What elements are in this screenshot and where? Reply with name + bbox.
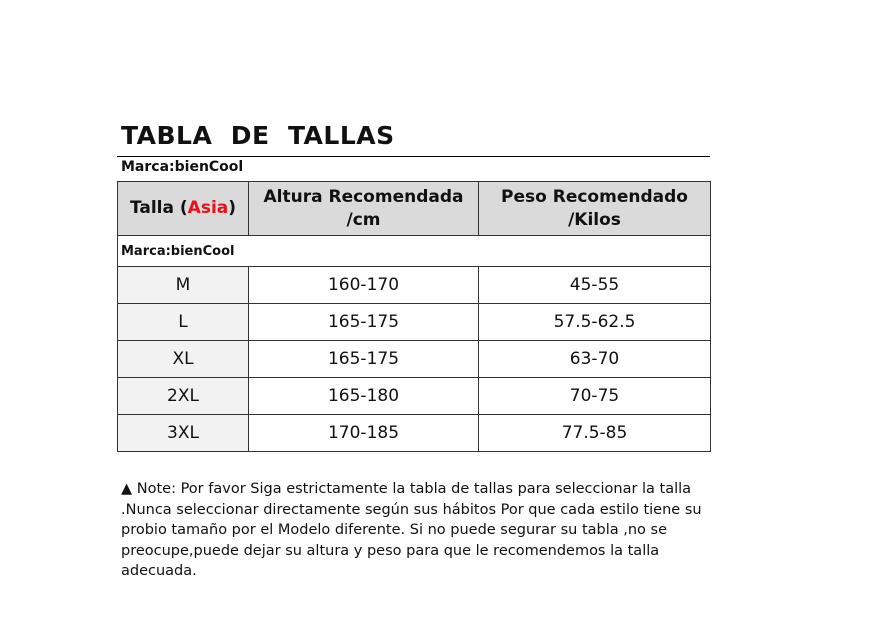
note-line: preocupe,puede dejar su altura y peso para que le recomendemos la talla [121, 542, 660, 559]
title-divider [117, 156, 710, 157]
size-cell: 3XL [118, 415, 249, 452]
note-line: ▲ Note: Por favor Siga estrictamente la tabla de tallas para seleccionar la talla [121, 481, 692, 497]
size-chart-table [117, 181, 711, 452]
size-cell: L [118, 304, 249, 341]
height-cell: 160-170 [249, 267, 479, 304]
header-size-region: Asia [187, 198, 229, 218]
table-row [118, 304, 711, 341]
header-size-suffix: ) [228, 198, 237, 218]
table-row [118, 267, 711, 304]
height-cell: 170-185 [249, 415, 479, 452]
note-line: adecuada. [121, 563, 197, 579]
note-line: probio tamaño por el Modelo diferente. Si no puede segurar su tabla ,no se [121, 522, 667, 538]
brand-row-label: Marca:bienCool [118, 236, 711, 267]
weight-cell: 77.5-85 [479, 415, 711, 452]
table-header-row [118, 182, 711, 236]
size-cell: 2XL [118, 378, 249, 415]
header-height-line1: Altura Recomendada [263, 186, 464, 207]
header-weight-line1: Peso Recomendado [501, 186, 688, 207]
height-cell: 165-175 [249, 341, 479, 378]
weight-cell: 70-75 [479, 378, 711, 415]
size-note [121, 479, 721, 582]
page-title: TABLA DE TALLAS [121, 121, 395, 150]
weight-cell: 57.5-62.5 [479, 304, 711, 341]
height-cell: 165-175 [249, 304, 479, 341]
header-size-prefix: Talla ( [129, 198, 188, 218]
table-row [118, 341, 711, 378]
brand-label: Marca:bienCool [121, 159, 244, 175]
note-line: .Nunca seleccionar directamente según sus hábitos Por que cada estilo tiene su [121, 501, 702, 518]
weight-cell: 45-55 [479, 267, 711, 304]
weight-cell: 63-70 [479, 341, 711, 378]
header-height [249, 182, 479, 236]
brand-row [118, 236, 711, 267]
header-weight-line2: /Kilos [568, 209, 621, 230]
height-cell: 165-180 [249, 378, 479, 415]
header-size [118, 182, 249, 236]
header-weight [479, 182, 711, 236]
size-cell: M [118, 267, 249, 304]
size-cell: XL [118, 341, 249, 378]
table-row [118, 415, 711, 452]
table-row [118, 378, 711, 415]
header-height-line2: /cm [346, 209, 381, 230]
